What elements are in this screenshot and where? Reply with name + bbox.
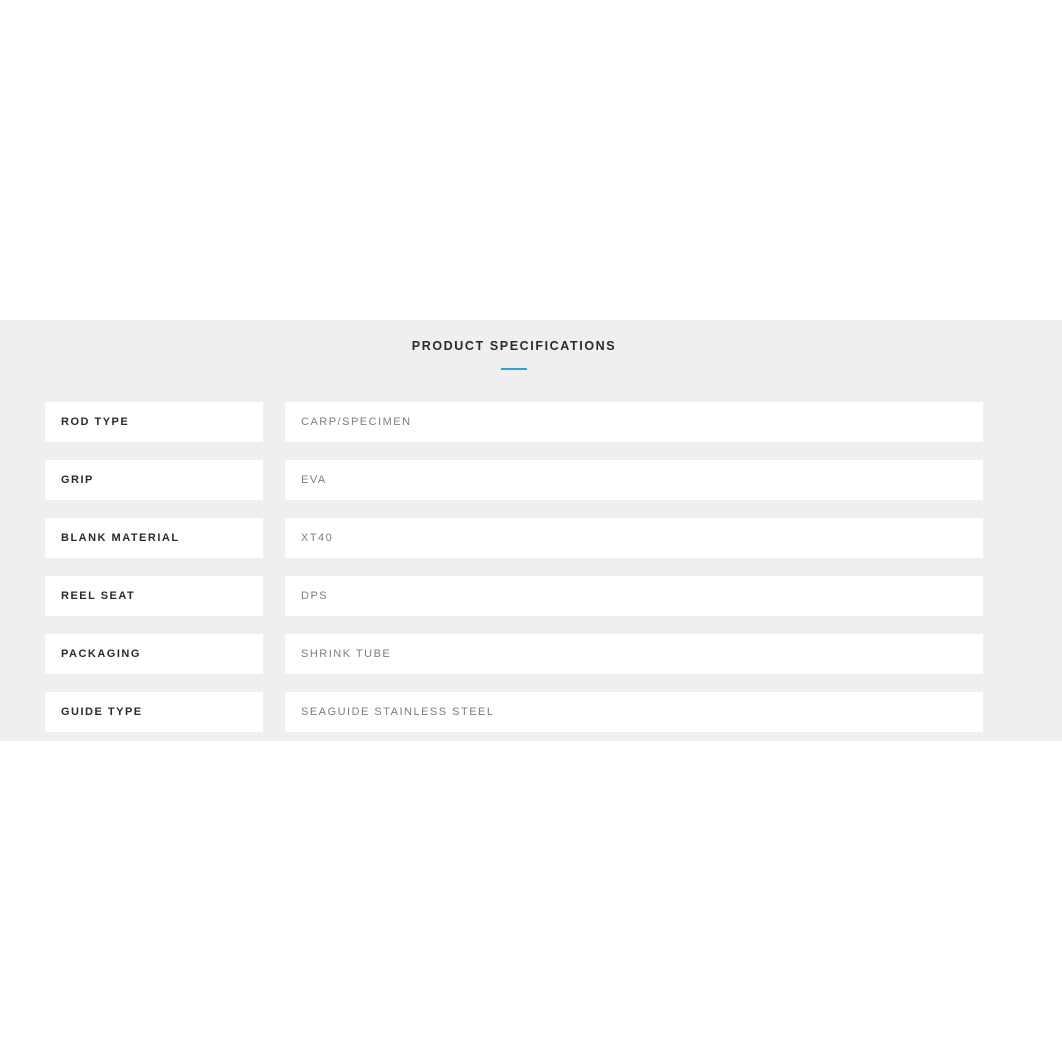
spec-value: DPS (285, 576, 983, 616)
spec-value: XT40 (285, 518, 983, 558)
spec-container (45, 320, 983, 732)
spec-row-guide-type (45, 692, 983, 732)
spec-rows (45, 402, 983, 732)
spec-row-packaging (45, 634, 983, 674)
spec-row-reel-seat (45, 576, 983, 616)
spec-label: ROD TYPE (45, 402, 263, 442)
spec-value: SHRINK TUBE (285, 634, 983, 674)
product-specifications-section (0, 320, 1062, 741)
spec-label: REEL SEAT (45, 576, 263, 616)
spec-value: CARP/SPECIMEN (285, 402, 983, 442)
section-header (45, 320, 983, 370)
section-title: PRODUCT SPECIFICATIONS (411, 339, 617, 353)
spec-label: PACKAGING (45, 634, 263, 674)
spec-label: BLANK MATERIAL (45, 518, 263, 558)
spec-value: SEAGUIDE STAINLESS STEEL (285, 692, 983, 732)
spec-label: GUIDE TYPE (45, 692, 263, 732)
spec-value: EVA (285, 460, 983, 500)
title-underline-accent (501, 368, 527, 370)
spec-label: GRIP (45, 460, 263, 500)
spec-row-rod-type (45, 402, 983, 442)
spec-row-grip (45, 460, 983, 500)
spec-row-blank-material (45, 518, 983, 558)
